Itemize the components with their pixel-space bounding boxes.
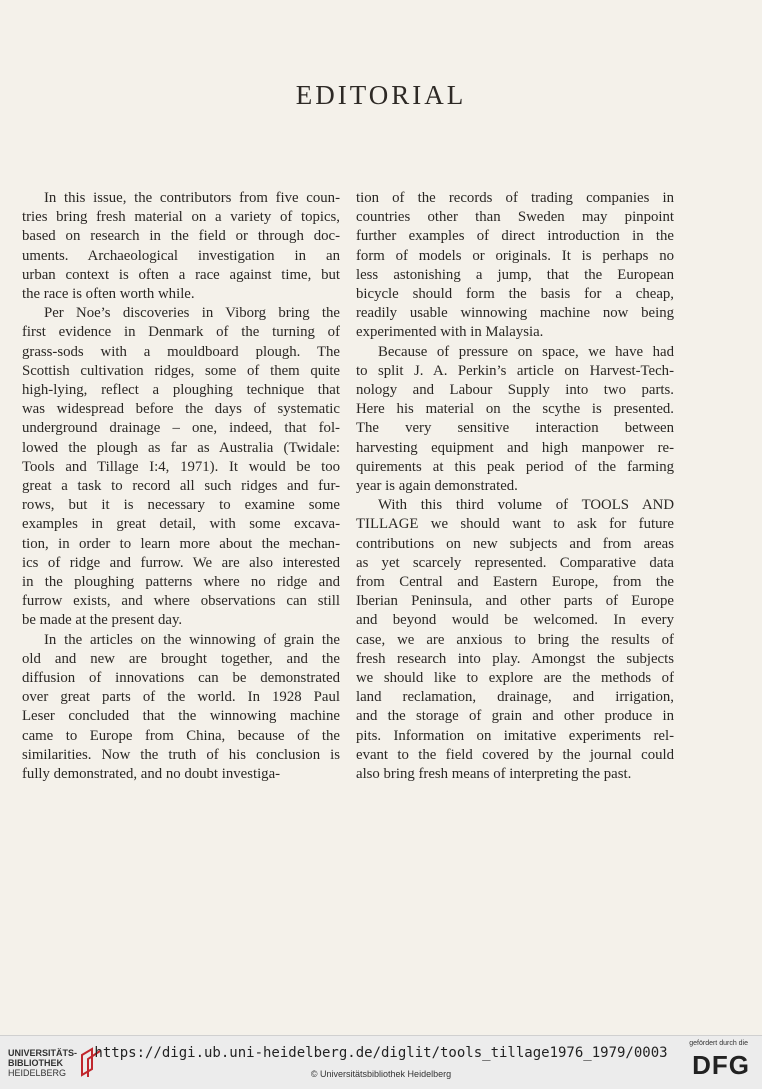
library-name-line1: UNIVERSITÄTS- xyxy=(8,1048,78,1058)
text-line: and beyond would be welcomed. In every xyxy=(356,612,674,629)
text-line: form of models or originals. It is perhaps no xyxy=(356,247,674,264)
text-line: evant to the field covered by the journal could xyxy=(356,746,674,763)
text-line: rows, but it is necessary to examine some xyxy=(22,497,340,514)
text-line: diffusion of innovations can be demonstrated xyxy=(22,670,340,687)
text-line: harvesting equipment and high manpower re- xyxy=(356,439,674,456)
text-line: urban context is often a race against time, but xyxy=(22,266,340,283)
text-line: With this third volume of TOOLS AND xyxy=(378,497,674,514)
text-line: be made at the present day. xyxy=(22,612,183,629)
text-line: pits. Information on imitative experiments rel- xyxy=(356,727,674,744)
text-line: the race is often worth while. xyxy=(22,286,195,303)
text-line: tion of the records of trading companies in xyxy=(356,190,674,206)
text-line: tion, in order to learn more about the mechan- xyxy=(22,535,340,552)
text-line: based on research in the field or through doc- xyxy=(22,228,340,245)
dfg-logo: DFG xyxy=(692,1050,750,1080)
left-column xyxy=(22,189,340,784)
paragraph xyxy=(22,189,340,304)
text-line: case, we are anxious to bring the results of xyxy=(356,631,674,648)
text-line: examples in great detail, with some excava- xyxy=(22,516,340,533)
text-line: fresh research into play. Amongst the subjects xyxy=(356,650,674,667)
text-line: first evidence in Denmark of the turning of xyxy=(22,324,340,341)
text-line: and the storage of grain and other produce in xyxy=(356,708,674,725)
text-line: great a task to record all such ridges and fur- xyxy=(22,478,340,495)
right-column xyxy=(356,189,674,784)
page-title: EDITORIAL xyxy=(295,80,467,110)
library-name-line2: BIBLIOTHEK xyxy=(8,1058,63,1068)
text-line: as yet scarcely represented. Comparative data xyxy=(356,554,674,571)
text-line: also bring fresh means of interpreting the past. xyxy=(356,766,632,783)
library-name-line3: HEIDELBERG xyxy=(8,1068,67,1078)
footer-bar xyxy=(0,1035,762,1089)
text-line: bicycle should form the basis for a cheap, xyxy=(356,286,674,303)
text-line: uments. Archaeological investigation in an xyxy=(22,247,340,264)
text-line: high-lying, reflect a ploughing technique that xyxy=(22,382,340,399)
text-line: Iberian Peninsula, and other parts of Europe xyxy=(356,593,674,610)
text-line: quirements at this peak period of the farming xyxy=(356,458,674,475)
paragraph xyxy=(356,189,674,343)
permalink-url[interactable]: https://digi.ub.uni-heidelberg.de/diglit/tools_tillage1976_1979/0003 xyxy=(94,1045,668,1061)
text-line: tries bring fresh material on a variety of topics, xyxy=(22,209,340,226)
paragraph xyxy=(356,496,674,784)
text-line: similarities. Now the truth of his conclusion is xyxy=(22,746,340,763)
text-line: In this issue, the contributors from five coun- xyxy=(44,190,340,206)
paragraph xyxy=(356,343,674,497)
text-line: Leser concluded that the winnowing machine xyxy=(22,708,340,725)
text-line: grass-sods with a mouldboard plough. The xyxy=(22,343,340,360)
text-line: over great parts of the world. In 1928 Paul xyxy=(22,689,340,706)
text-line: we should like to explore are the methods of xyxy=(356,670,674,687)
text-line: was widespread before the days of systematic xyxy=(22,401,340,418)
text-line: Because of pressure on space, we have had xyxy=(378,343,674,360)
text-line: In the articles on the winnowing of grain the xyxy=(44,631,340,648)
text-line: Here his material on the scythe is presented. xyxy=(356,401,674,418)
text-line: Scottish cultivation ridges, some of them quite xyxy=(22,362,340,379)
text-line: from Central and Eastern Europe, from the xyxy=(356,574,674,591)
funded-by-text: gefördert durch die xyxy=(689,1040,748,1047)
text-line: TILLAGE we should want to ask for future xyxy=(356,516,674,533)
text-line: old and new are brought together, and the xyxy=(22,650,340,667)
text-line: year is again demonstrated. xyxy=(356,478,518,495)
text-line: land reclamation, drainage, and irrigation, xyxy=(356,689,674,706)
text-line: underground drainage – one, indeed, that fol- xyxy=(22,420,340,437)
text-line: less astonishing a jump, that the European xyxy=(356,266,674,283)
text-line: Per Noe’s discoveries in Viborg bring the xyxy=(44,305,340,322)
text-line: ics of ridge and furrow. We are also interested xyxy=(22,554,340,571)
text-line: Tools and Tillage I:4, 1971). It would be too xyxy=(22,458,340,475)
text-line: countries other than Sweden may pinpoint xyxy=(356,209,674,226)
paragraph xyxy=(22,631,340,785)
text-line: to split J. A. Perkin’s article on Harvest-Tech- xyxy=(356,362,674,379)
text-line: experimented with in Malaysia. xyxy=(356,324,544,341)
paragraph xyxy=(22,304,340,630)
text-line: The very sensitive interaction between xyxy=(356,420,674,437)
copyright-text: © Universitätsbibliothek Heidelberg xyxy=(310,1069,452,1079)
text-line: readily usable winnowing machine now being xyxy=(356,305,674,322)
text-line: in the ploughing patterns where no ridge and xyxy=(22,574,340,591)
text-line: furrow exists, and where observations can still xyxy=(22,593,340,610)
text-line: nology and Labour Supply into two parts. xyxy=(356,382,674,399)
text-line: fully demonstrated, and no doubt investiga- xyxy=(22,766,281,783)
text-line: further examples of direct introduction in the xyxy=(356,228,674,245)
text-line: contributions on new subjects and from areas xyxy=(356,535,674,552)
text-line: came to Europe from China, because of the xyxy=(22,727,340,744)
text-line: lowed the plough as far as Australia (Twidale: xyxy=(22,439,340,456)
